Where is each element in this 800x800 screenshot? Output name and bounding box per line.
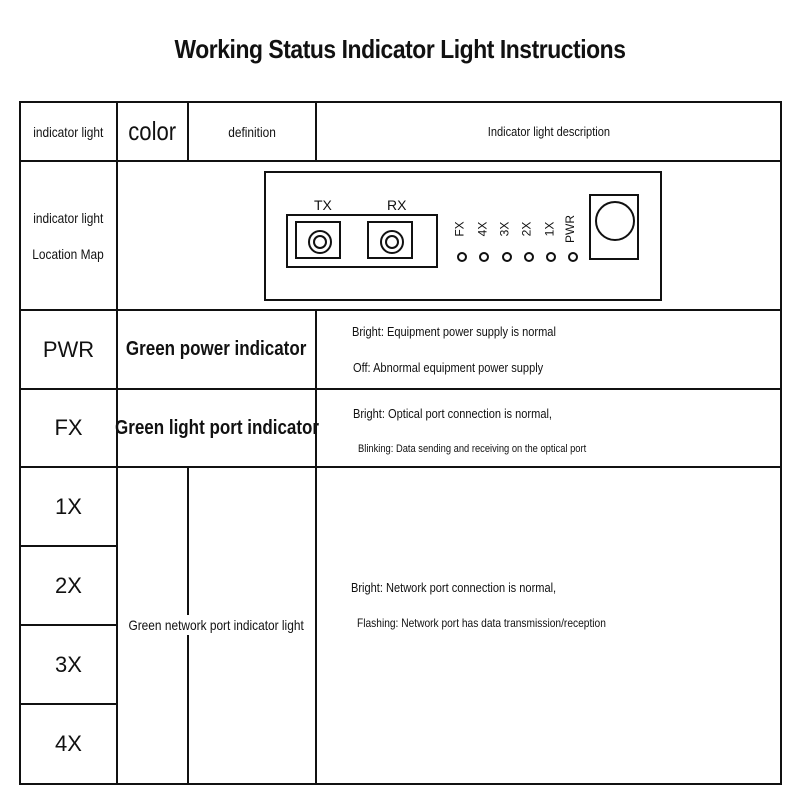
tx-label: TX: [314, 197, 332, 213]
label-line: indicator light: [33, 209, 104, 226]
power-button-housing: [589, 194, 639, 260]
row-name-2x: [21, 547, 116, 624]
pwr-desc-bright: Bright: Equipment power supply is normal: [352, 324, 556, 339]
header-label: definition: [228, 123, 276, 140]
led-1x-icon: [546, 252, 556, 262]
rx-port: [367, 221, 413, 259]
fx-desc-bright: Bright: Optical port connection is normal,: [353, 406, 552, 421]
led-pwr-icon: [568, 252, 578, 262]
row-name: 4X: [55, 731, 82, 756]
location-map-label: [21, 162, 116, 309]
led-label-fx: FX: [452, 221, 467, 237]
header-label: color: [128, 116, 177, 146]
header-definition: [189, 103, 315, 160]
rx-label: RX: [387, 197, 407, 213]
device-front-panel-diagram: [264, 171, 662, 301]
definition-text: Green light port indicator: [114, 416, 319, 439]
power-button-icon: [595, 201, 635, 241]
header-indicator-light: [21, 103, 116, 160]
row-divider: [19, 160, 782, 162]
header-color: [118, 103, 187, 160]
led-label-2x: 2X: [519, 221, 534, 237]
rx-port-icon: [380, 230, 404, 254]
header-description: [317, 103, 780, 160]
row-name: 2X: [55, 572, 82, 598]
row-name: 3X: [55, 651, 82, 677]
row-definition-fx: [114, 390, 319, 466]
tx-port-icon: [308, 230, 332, 254]
fx-desc-blinking: Blinking: Data sending and receiving on the optical port: [358, 443, 587, 455]
page-title: Working Status Indicator Light Instructions: [174, 34, 626, 64]
network-desc-flashing: Flashing: Network port has data transmission/reception: [357, 616, 606, 630]
row-name-fx: [21, 390, 116, 466]
led-label-pwr: PWR: [563, 215, 577, 243]
definition-text: Green network port indicator light: [128, 617, 305, 633]
row-divider: [19, 466, 782, 468]
row-definition-pwr: [118, 311, 315, 388]
led-2x-icon: [524, 252, 534, 262]
led-4x-icon: [479, 252, 489, 262]
led-fx-icon: [457, 252, 467, 262]
row-name: PWR: [42, 336, 95, 362]
row-name-pwr: [21, 311, 116, 388]
pwr-desc-off: Off: Abnormal equipment power supply: [353, 360, 544, 375]
label-line: Location Map: [32, 245, 105, 262]
row-name: FX: [54, 415, 83, 440]
row-name-4x: [21, 705, 116, 783]
led-label-4x: 4X: [475, 221, 490, 237]
network-definition: [118, 600, 315, 650]
definition-text: Green power indicator: [126, 338, 307, 360]
led-label-1x: 1X: [542, 221, 557, 237]
led-3x-icon: [502, 252, 512, 262]
col-divider: [315, 309, 317, 785]
row-name-3x: [21, 626, 116, 703]
led-label-3x: 3X: [497, 221, 512, 237]
network-desc-bright: Bright: Network port connection is normal,: [351, 580, 557, 595]
row-name: 1X: [55, 493, 82, 519]
header-label: indicator light: [33, 123, 104, 140]
row-name-1x: [21, 468, 116, 545]
tx-port: [295, 221, 341, 259]
header-label: Indicator light description: [487, 124, 610, 139]
